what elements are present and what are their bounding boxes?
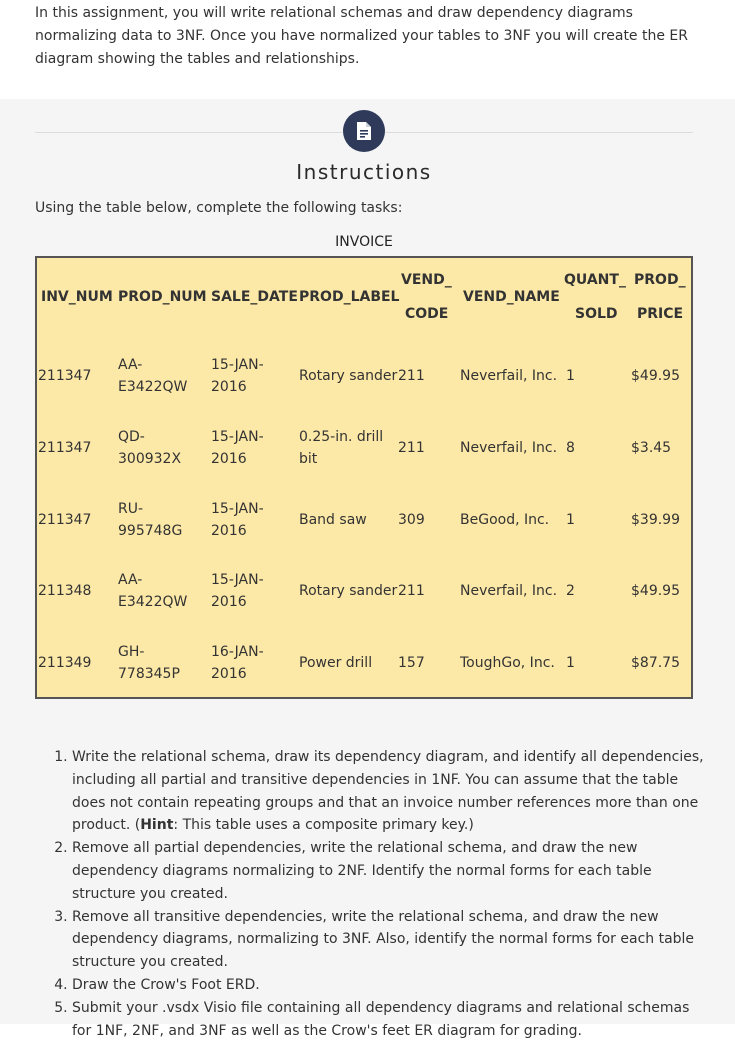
cell-quant-sold: 1 — [566, 368, 575, 384]
cell-sale-date: 2016 — [211, 523, 247, 539]
cell-prod-num: QD- — [118, 429, 145, 445]
cell-inv-num: 211347 — [38, 512, 92, 528]
task-item: 5. Submit your .vsdx Visio file containing all dependency diagrams and relational schemas for 1NF, 2NF, and 3NF as well as the Crow's feet ER diagram for grading. — [72, 997, 712, 1042]
header-quant-line1: QUANT_ — [564, 272, 626, 288]
task-item: 1. Write the relational schema, draw its dependency diagram, and identify all dependencies, including all partial and transitive dependencies in 1NF. You can assume that the table does not contain repeating groups and that an invoice number references more than one product. (Hint: This table uses a composite primary key.) — [72, 746, 712, 837]
header-quant-line2: SOLD — [575, 306, 618, 322]
cell-sale-date: 15-JAN- — [211, 501, 264, 517]
cell-prod-price: $49.95 — [631, 368, 680, 384]
cell-inv-num: 211348 — [38, 583, 92, 599]
cell-prod-label: Power drill — [299, 655, 373, 671]
cell-sale-date: 2016 — [211, 451, 247, 467]
cell-inv-num: 211347 — [38, 368, 92, 384]
header-vend-name: VEND_NAME — [463, 289, 560, 305]
cell-quant-sold: 8 — [566, 440, 575, 456]
cell-vend-name: ToughGo, Inc. — [460, 655, 555, 671]
cell-prod-price: $49.95 — [631, 583, 680, 599]
cell-prod-num: GH- — [118, 644, 145, 660]
cell-vend-code: 309 — [398, 512, 425, 528]
cell-sale-date: 15-JAN- — [211, 357, 264, 373]
header-prod-num: PROD_NUM — [118, 289, 207, 305]
cell-vend-name: Neverfail, Inc. — [460, 368, 558, 384]
cell-prod-num: RU- — [118, 501, 144, 517]
cell-sale-date: 2016 — [211, 594, 247, 610]
cell-prod-price: $87.75 — [631, 655, 680, 671]
hint-label: Hint — [140, 817, 174, 834]
cell-vend-name: Neverfail, Inc. — [460, 583, 558, 599]
cell-prod-num: AA- — [118, 572, 143, 588]
cell-vend-name: Neverfail, Inc. — [460, 440, 558, 456]
header-vend-code-line1: VEND_ — [401, 272, 452, 288]
cell-prod-num: AA- — [118, 357, 143, 373]
cell-prod-label: 0.25-in. drill — [299, 429, 384, 445]
cell-inv-num: 211347 — [38, 440, 92, 456]
task-item: 2. Remove all partial dependencies, write the relational schema, and draw the new dependency diagrams normalizing to 2NF. Identify the normal forms for each table structure you created. — [72, 837, 712, 905]
cell-vend-code: 211 — [398, 440, 425, 456]
cell-prod-num: 995748G — [118, 523, 183, 539]
task-list — [55, 746, 712, 1042]
lead-text: Using the table below, complete the following tasks: — [35, 200, 403, 216]
cell-quant-sold: 1 — [566, 655, 575, 671]
cell-sale-date: 2016 — [211, 379, 247, 395]
cell-prod-price: $3.45 — [631, 440, 672, 456]
cell-prod-label: Band saw — [299, 512, 367, 528]
invoice-table-title: INVOICE — [335, 234, 393, 250]
cell-prod-num: E3422QW — [118, 594, 188, 610]
header-price-line1: PROD_ — [634, 272, 686, 288]
cell-prod-num: 778345P — [118, 666, 180, 682]
cell-prod-label: Rotary sander — [299, 583, 398, 599]
cell-prod-num: E3422QW — [118, 379, 188, 395]
cell-inv-num: 211349 — [38, 655, 92, 671]
cell-sale-date: 15-JAN- — [211, 429, 264, 445]
instructions-heading: Instructions — [296, 160, 432, 184]
cell-sale-date: 15-JAN- — [211, 572, 264, 588]
cell-prod-num: 300932X — [118, 451, 182, 467]
intro-paragraph: In this assignment, you will write relational schemas and draw dependency diagrams normalizing data to 3NF. Once you have normalized your tables to 3NF you will create the ER diagram showing the tables and relationships. — [35, 5, 688, 67]
cell-vend-code: 211 — [398, 583, 425, 599]
cell-prod-price: $39.99 — [631, 512, 680, 528]
task-item: 4. Draw the Crow's Foot ERD. — [72, 974, 712, 997]
cell-prod-label: bit — [299, 451, 318, 467]
header-price-line2: PRICE — [637, 306, 684, 322]
cell-vend-name: BeGood, Inc. — [460, 512, 550, 528]
document-icon — [343, 110, 385, 152]
task-item: 3. Remove all transitive dependencies, write the relational schema, and draw the new dependency diagrams, normalizing to 3NF. Also, identify the normal forms for each table structure you created. — [72, 906, 712, 974]
cell-quant-sold: 1 — [566, 512, 575, 528]
cell-sale-date: 2016 — [211, 666, 247, 682]
invoice-table — [35, 256, 693, 699]
cell-sale-date: 16-JAN- — [211, 644, 264, 660]
header-inv-num: INV_NUM — [41, 289, 113, 305]
cell-quant-sold: 2 — [566, 583, 575, 599]
header-prod-label: PROD_LABEL — [299, 289, 400, 305]
header-sale-date: SALE_DATE — [211, 289, 298, 305]
cell-prod-label: Rotary sander — [299, 368, 398, 384]
cell-vend-code: 211 — [398, 368, 425, 384]
cell-vend-code: 157 — [398, 655, 425, 671]
header-vend-code-line2: CODE — [405, 306, 449, 322]
